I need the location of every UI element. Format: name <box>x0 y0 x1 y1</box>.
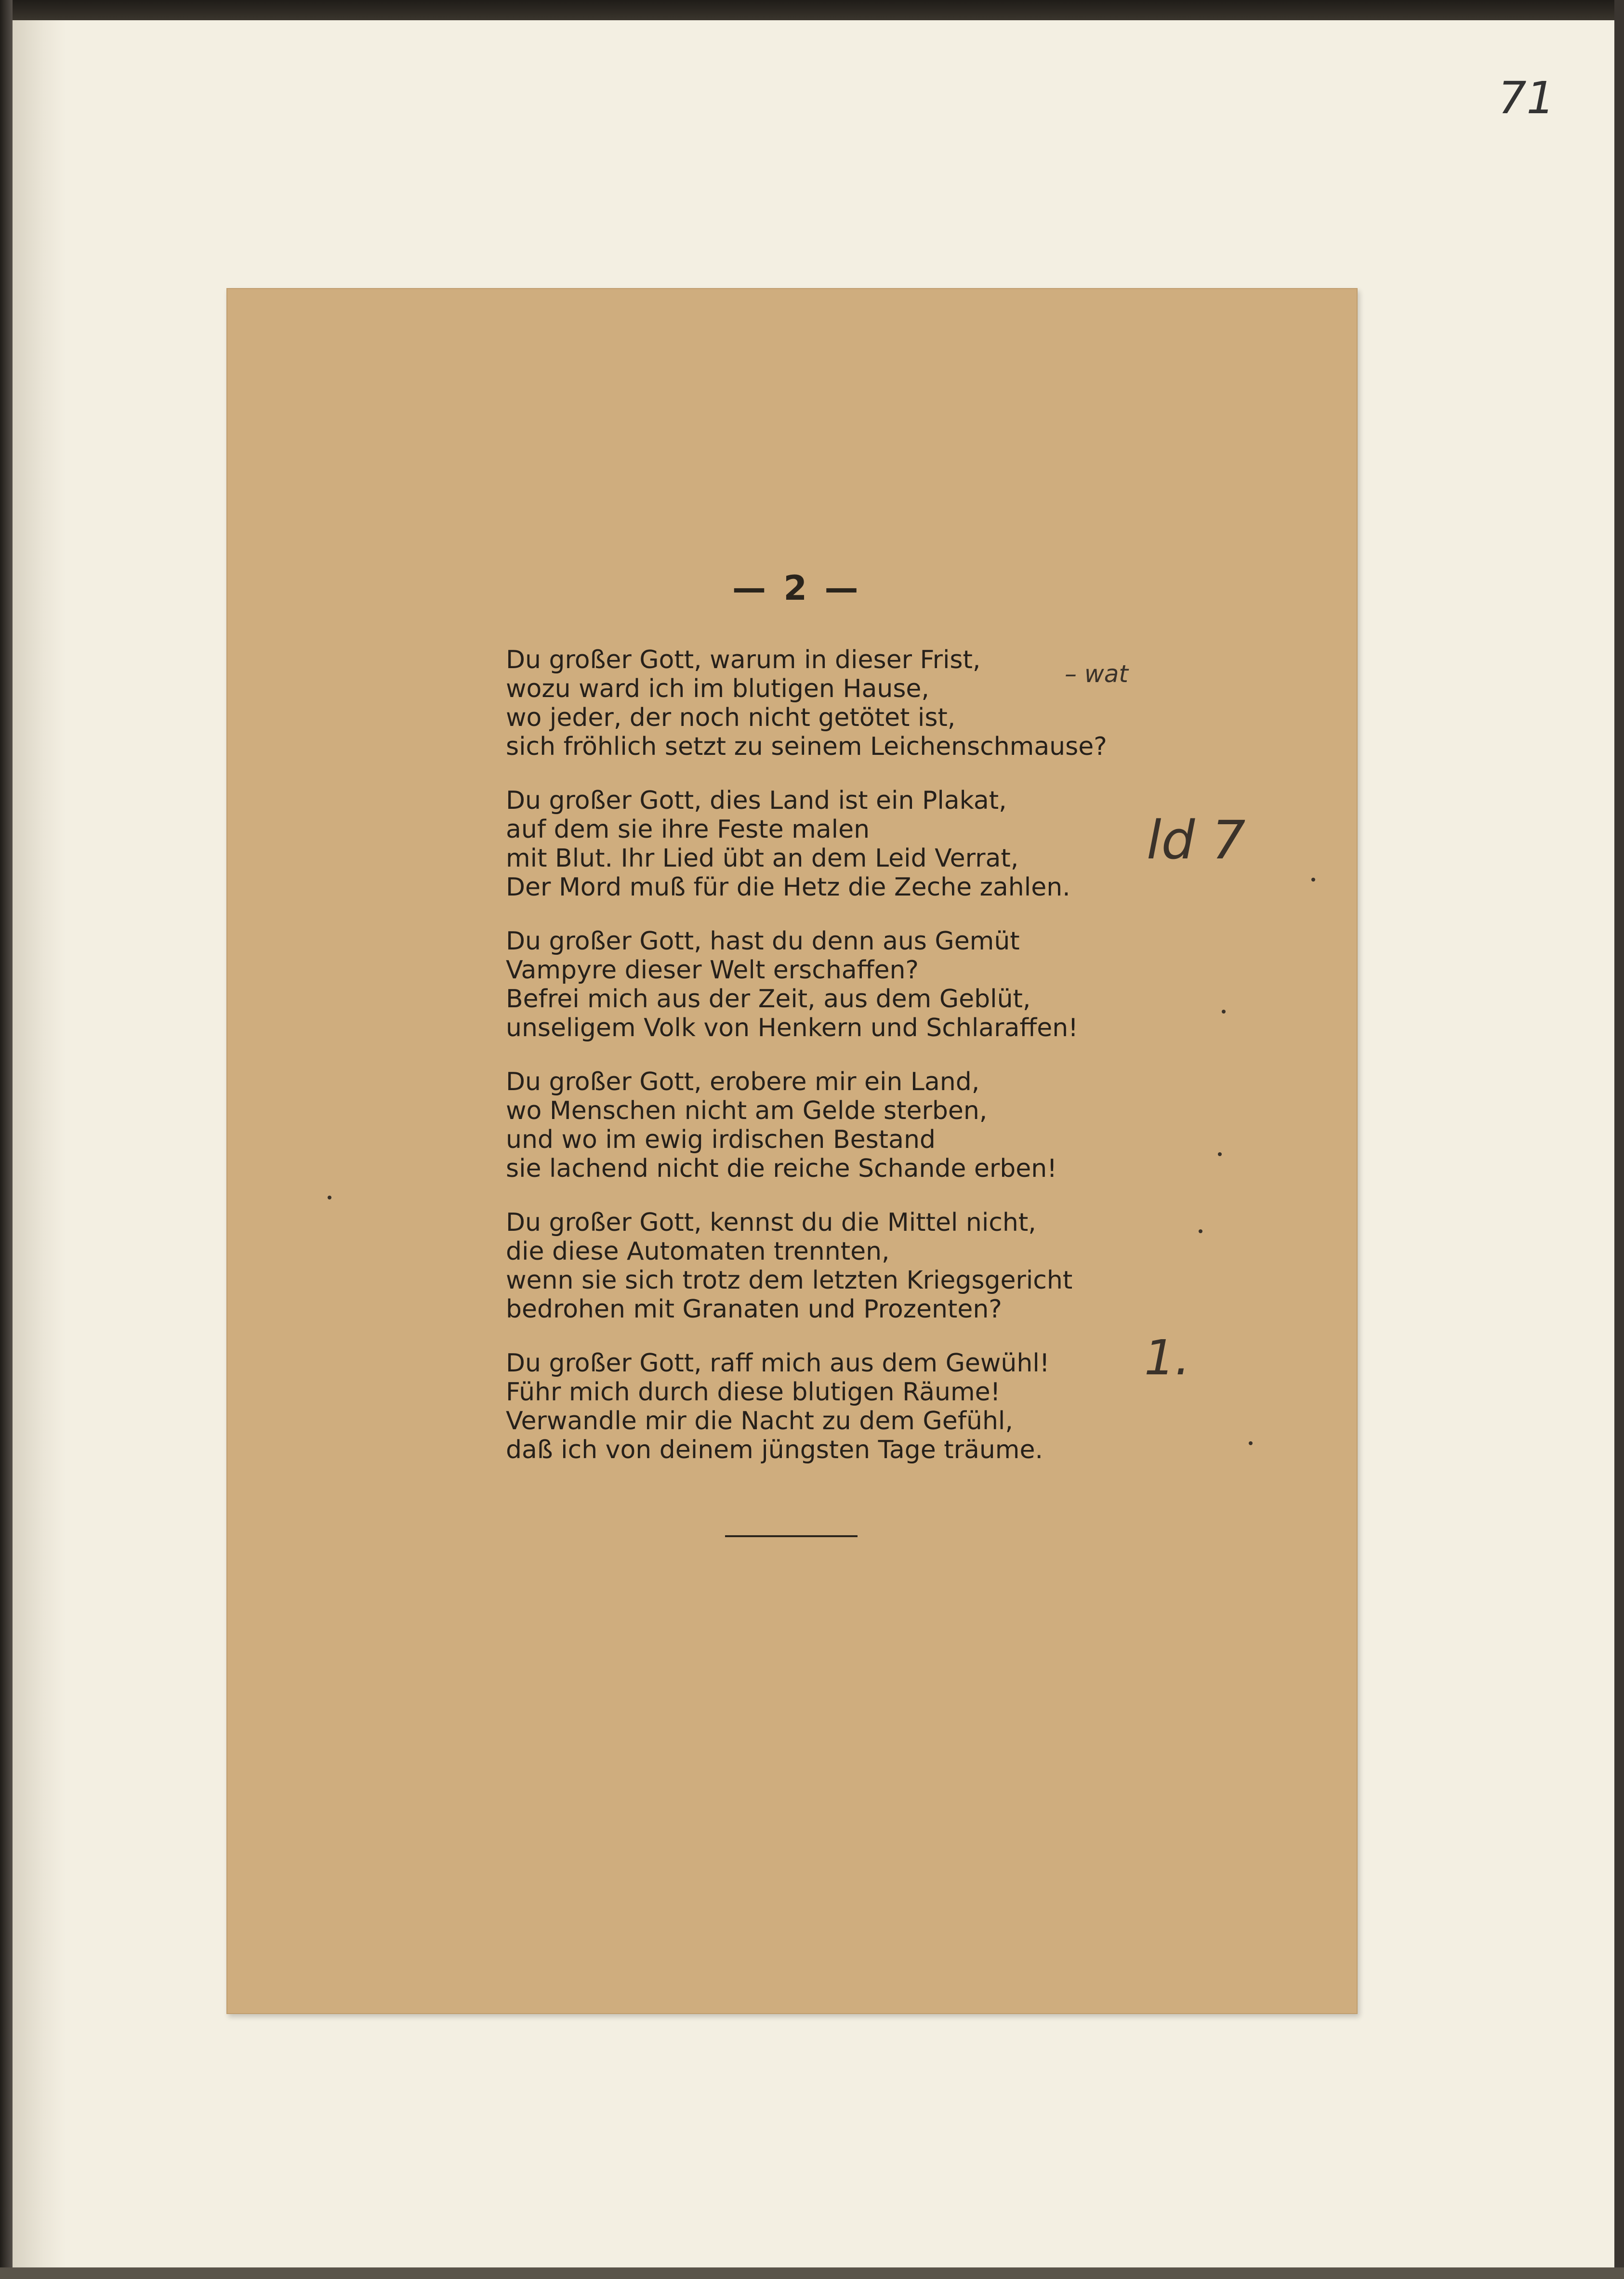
folio-number: 71 <box>1498 72 1555 124</box>
poem-line: bedrohen mit Granaten und Prozenten? <box>506 1295 1002 1324</box>
stanza-4 <box>506 1067 1204 1183</box>
poem-line: Du großer Gott, erobere mir ein Land, <box>506 1067 980 1096</box>
poem-line: auf dem sie ihre Feste malen <box>506 815 870 844</box>
poem-line: daß ich von deinem jüngsten Tage träume. <box>506 1436 1043 1464</box>
stanza-5 <box>506 1208 1204 1324</box>
poem-line: Der Mord muß für die Hetz die Zeche zahlen. <box>506 873 1070 902</box>
stanza-2 <box>506 786 1204 902</box>
closing-rule <box>725 1535 858 1537</box>
pencil-mark <box>1249 1441 1253 1445</box>
poem-line: wo jeder, der noch nicht getötet ist, <box>506 703 956 732</box>
poem-line: wenn sie sich trotz dem letzten Kriegsgericht <box>506 1266 1073 1295</box>
album-gutter <box>13 20 66 2267</box>
poem-line: wozu ward ich im blutigen Hause, <box>506 674 929 703</box>
poem-line: Vampyre dieser Welt erschaffen? <box>506 956 919 985</box>
pencil-mark <box>1222 1010 1226 1014</box>
page-number: — 2 — <box>732 568 861 608</box>
stanza-3 <box>506 927 1204 1042</box>
poem-line: Du großer Gott, hast du denn aus Gemüt <box>506 927 1020 956</box>
pencil-mark <box>1311 878 1315 882</box>
scan-frame-right <box>1614 0 1624 2279</box>
poem-line: sich fröhlich setzt zu seinem Leichenschmause? <box>506 732 1107 761</box>
poem-line: und wo im ewig irdischen Bestand <box>506 1125 936 1154</box>
pencil-mark <box>328 1196 331 1199</box>
poem-line: Verwandle mir die Nacht zu dem Gefühl, <box>506 1407 1013 1436</box>
poem-line: Du großer Gott, warum in dieser Frist, <box>506 645 981 674</box>
poem-line: die diese Automaten trennten, <box>506 1237 890 1266</box>
poem-line: Du großer Gott, dies Land ist ein Plakat, <box>506 786 1007 815</box>
handwritten-note: ld 7 <box>1147 809 1246 871</box>
poem-line: Führ mich durch diese blutigen Räume! <box>506 1378 1001 1407</box>
poem-line: sie lachend nicht die reiche Schande erben! <box>506 1154 1057 1183</box>
handwritten-note: 1. <box>1144 1330 1190 1386</box>
pencil-mark <box>1218 1152 1222 1156</box>
scan-frame-bottom <box>0 2267 1624 2279</box>
poem-line: Du großer Gott, kennst du die Mittel nicht, <box>506 1208 1036 1237</box>
poem-line: wo Menschen nicht am Gelde sterben, <box>506 1096 988 1125</box>
poem-line: unseligem Volk von Henkern und Schlaraffen! <box>506 1014 1079 1042</box>
poem <box>506 645 1204 1489</box>
scan-frame-left <box>0 0 13 2279</box>
handwritten-note: – wat <box>1065 660 1129 688</box>
scan-frame-top <box>0 0 1624 20</box>
poem-line: mit Blut. Ihr Lied übt an dem Leid Verrat, <box>506 844 1019 873</box>
poem-line: Du großer Gott, raff mich aus dem Gewühl! <box>506 1349 1050 1378</box>
stanza-6 <box>506 1349 1204 1464</box>
pencil-mark <box>1199 1229 1202 1233</box>
poem-line: Befrei mich aus der Zeit, aus dem Geblüt, <box>506 985 1031 1014</box>
